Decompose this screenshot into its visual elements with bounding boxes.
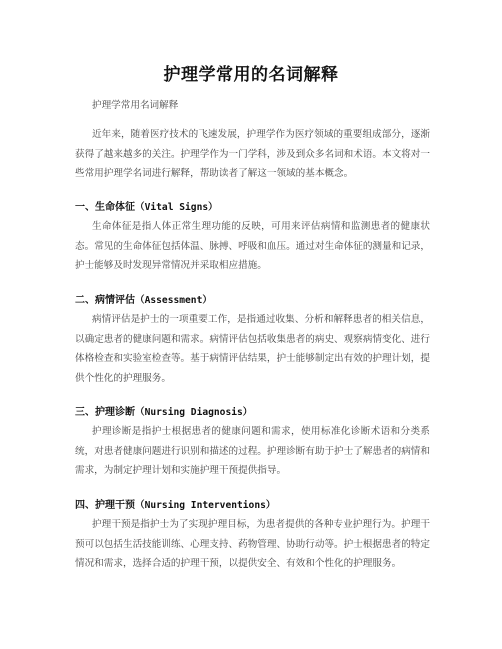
section-heading-zh: 三、护理诊断 (75, 407, 135, 418)
section-heading-zh: 一、生命体征 (75, 202, 135, 213)
section-body-vital-signs: 生命体征是指人体正常生理功能的反映，可用来评估病情和监测患者的健康状态。常见的生命体征包括体温、脉搏、呼吸和血压。通过对生命体征的测量和记录，护士能够及时发现异常情况并采取相应措施。 (75, 221, 430, 271)
section-body-nursing-diagnosis: 护理诊断是指护士根据患者的健康问题和需求，使用标准化诊断术语和分类系统，对患者健康问题进行识别和描述的过程。护理诊断有助于护士了解患者的病情和需求，为制定护理计划和实施护理干预提供指导。 (75, 426, 430, 476)
document-title: 护理学常用的名词解释 (163, 65, 339, 85)
intro-paragraph: 近年来，随着医疗技术的飞速发展，护理学作为医疗领域的重要组成部分，逐渐获得了越来越多的关注。护理学作为一门学科，涉及到众多名词和术语。本文将对一些常用护理学名词进行解释，帮助读者了解这一领域的基本概念。 (75, 129, 430, 179)
section-heading-nursing-interventions (75, 496, 275, 511)
section-body-assessment: 病情评估是护士的一项重要工作，是指通过收集、分析和解释患者的相关信息，以确定患者的健康问题和需求。病情评估包括收集患者的病史、观察病情变化、进行体格检查和实验室检查等。基于病情评估结果，护士能够制定出有效的护理计划，提供个性化的护理服务。 (75, 314, 430, 384)
section-heading-assessment (75, 291, 212, 306)
document-subtitle: 护理学常用名词解释 (92, 100, 179, 111)
section-heading-zh: 四、护理干预 (75, 500, 135, 511)
section-heading-zh: 二、病情评估 (75, 295, 135, 306)
section-heading-en: （Assessment） (135, 295, 212, 306)
section-heading-en: （Vital Signs） (135, 202, 218, 213)
section-heading-nursing-diagnosis (75, 403, 252, 418)
section-body-nursing-interventions: 护理干预是指护士为了实现护理目标，为患者提供的各种专业护理行为。护理干预可以包括生活技能训练、心理支持、药物管理、协助行动等。护士根据患者的特定情况和需求，选择合适的护理干预，以提供安全、有效和个性化的护理服务。 (75, 519, 430, 569)
section-heading-vital-signs (75, 198, 218, 213)
section-heading-en: （Nursing Diagnosis） (135, 407, 253, 418)
section-heading-en: （Nursing Interventions） (135, 500, 276, 511)
